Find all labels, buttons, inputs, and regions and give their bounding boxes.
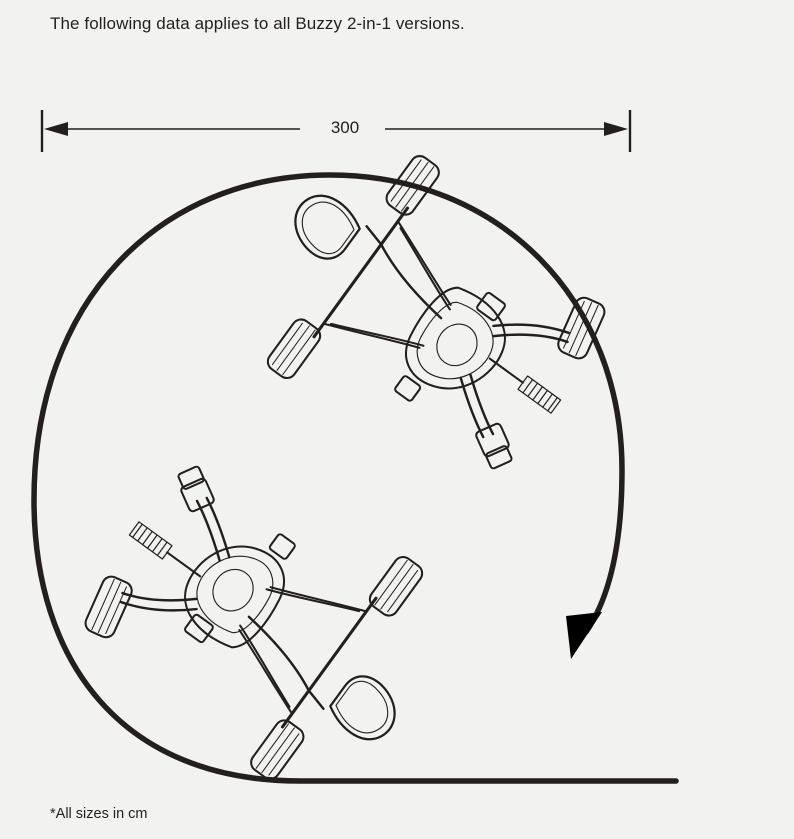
wheel-rear-right xyxy=(264,316,324,382)
wheel-rear-right xyxy=(366,553,426,619)
pedal-assembly-right xyxy=(152,459,262,564)
seat-body xyxy=(169,525,299,658)
accessory-block-2 xyxy=(394,375,421,402)
dimension-arrow-right xyxy=(604,122,628,136)
accessory-block-2 xyxy=(269,533,296,560)
dimension-value: 300 xyxy=(321,118,369,138)
seat-body xyxy=(391,277,521,410)
page-title: The following data applies to all Buzzy 2-in-1 versions. xyxy=(50,14,465,33)
turning-circle-arc xyxy=(34,175,676,781)
handlebar xyxy=(325,668,408,750)
buzzy-top xyxy=(213,115,629,517)
footnote: *All sizes in cm xyxy=(50,806,148,822)
handlebar xyxy=(282,185,365,267)
buzzy-bottom xyxy=(61,418,477,820)
dimension-line xyxy=(42,110,630,152)
wheel-rear-left xyxy=(248,717,308,783)
pedal-assembly-right xyxy=(428,371,538,476)
turning-circle-arrowhead xyxy=(566,612,602,659)
dimension-arrow-left xyxy=(44,122,68,136)
